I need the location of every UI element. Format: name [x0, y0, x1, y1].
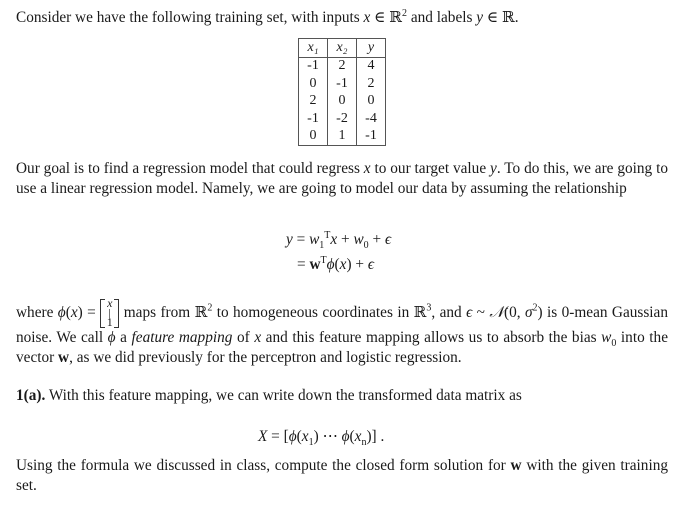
table-cell: 0 [357, 93, 386, 111]
text-segment: ϕ [107, 328, 116, 346]
text-segment: , as we did previously for the perceptron and logistic regression. [69, 348, 462, 366]
text-segment: x [363, 9, 371, 26]
text-segment: 2 [402, 7, 408, 19]
text-segment: X [258, 428, 268, 445]
table-row [299, 57, 386, 75]
text-segment: ϵ [466, 303, 473, 321]
text-segment: ∈ ℝ. [483, 9, 519, 26]
table-cell: 1 [328, 128, 357, 146]
text-segment: = [ [267, 428, 289, 445]
text-segment: w [510, 457, 522, 474]
text-segment: 3 [426, 302, 432, 314]
text-segment: and this feature mapping allows us to absorb the bias [261, 328, 602, 346]
table-cell: -1 [357, 128, 386, 146]
text-segment: w [309, 256, 321, 273]
table-cell: -1 [328, 75, 357, 93]
intro-text [16, 8, 668, 28]
text-segment: x [339, 256, 347, 273]
table-cell: 0 [328, 93, 357, 111]
text-segment: = [297, 256, 310, 273]
question-1a [16, 386, 668, 406]
text-segment: 2 [532, 302, 538, 314]
table-cell: -1 [299, 110, 328, 128]
table-cell: -2 [328, 110, 357, 128]
text-segment: Consider we have the following training set, with inputs [16, 9, 364, 26]
text-segment: w [58, 348, 70, 366]
text-segment: x [70, 303, 78, 321]
text-segment: w [601, 328, 612, 346]
instruction-paragraph [16, 456, 668, 495]
text-segment: 1 [319, 240, 325, 252]
text-segment: Using the formula we discussed in class, compute the closed form solution for [16, 457, 511, 474]
text-segment: ϵ [384, 231, 392, 248]
text-segment: 2 [207, 302, 213, 314]
text-segment: T [324, 229, 331, 241]
text-segment: ( [334, 256, 340, 273]
text-segment: y [490, 160, 497, 177]
header-x1: x₁ [299, 39, 328, 58]
column-vector: x|1 [100, 299, 119, 328]
text-segment: of [232, 328, 255, 346]
table-row [299, 110, 386, 128]
equation-line-2 [297, 256, 374, 274]
text-segment: )] . [366, 428, 385, 445]
text-segment: ) is 0-mean Gaussian noise. We call [16, 303, 668, 346]
table-cell: 2 [299, 93, 328, 111]
text-segment: feature mapping [131, 328, 233, 346]
text-segment: w [309, 231, 320, 248]
text-segment: and labels [407, 9, 477, 26]
text-segment: , and [431, 303, 467, 321]
text-segment: x [254, 328, 262, 346]
table-cell: -4 [357, 110, 386, 128]
text-segment: x [363, 160, 371, 177]
table-row [299, 128, 386, 146]
text-segment: T [320, 254, 327, 266]
text-segment: ( [296, 428, 302, 445]
text-segment: into the vector [16, 328, 668, 366]
data-matrix-equation [258, 427, 385, 449]
text-segment: With this feature mapping, we can write down the transformed data matrix as [45, 387, 522, 404]
table-row [299, 75, 386, 93]
table-cell: -1 [299, 57, 328, 75]
text-segment: with the given training set. [16, 457, 669, 494]
text-segment: w [353, 231, 364, 248]
text-segment: 0 [611, 337, 617, 349]
header-y: y [357, 39, 386, 58]
text-segment: Our goal is to find a regression model that could regress [16, 160, 364, 177]
text-segment: ( [65, 303, 71, 321]
text-segment: where [16, 303, 58, 321]
text-segment: x [301, 428, 309, 445]
table-cell: 2 [328, 57, 357, 75]
text-segment: ϕ [57, 303, 66, 321]
text-segment: . To do this, we are going to use a linear regression model. Namely, we are going to model our data by assuming the relationship [16, 160, 668, 197]
text-segment: y [476, 9, 484, 26]
header-x2: x₂ [328, 39, 357, 58]
table-cell: 2 [357, 75, 386, 93]
text-segment: x [354, 428, 362, 445]
text-segment: maps from ℝ [119, 303, 208, 321]
text-segment: ϕ [288, 428, 297, 445]
text-segment: + [368, 231, 385, 248]
text-segment: (0, [504, 303, 525, 321]
goal-paragraph [16, 159, 668, 198]
text-segment: a [115, 328, 132, 346]
text-segment: ϵ [367, 256, 374, 273]
where-paragraph [16, 296, 668, 368]
text-segment: ) + [346, 256, 368, 273]
text-segment: σ [524, 303, 533, 321]
text-segment: x [330, 231, 338, 248]
text-segment: y [286, 231, 293, 248]
text-segment: n [361, 437, 367, 449]
text-segment: to our target value [370, 160, 491, 177]
text-segment: = [292, 231, 310, 248]
table-row [299, 93, 386, 111]
text-segment: 𝒩 [489, 303, 504, 321]
text-segment: ~ [472, 303, 490, 321]
text-segment: ϕ [326, 256, 335, 273]
equation-line-1 [286, 229, 392, 252]
text-segment: 0 [363, 240, 369, 252]
text-segment: 1 [308, 437, 314, 449]
table-cell: 0 [299, 128, 328, 146]
text-segment: to homogeneous coordinates in ℝ [212, 303, 427, 321]
text-segment: + [337, 231, 354, 248]
text-segment: ) = [77, 303, 101, 321]
text-segment: 1(a). [16, 387, 46, 404]
text-segment: ) ⋯ [313, 428, 342, 445]
text-segment: ( [349, 428, 355, 445]
table-cell: 4 [357, 57, 386, 75]
text-segment: ϕ [341, 428, 350, 445]
training-set-table [298, 38, 386, 146]
text-segment: ∈ ℝ [370, 9, 403, 26]
table-cell: 0 [299, 75, 328, 93]
